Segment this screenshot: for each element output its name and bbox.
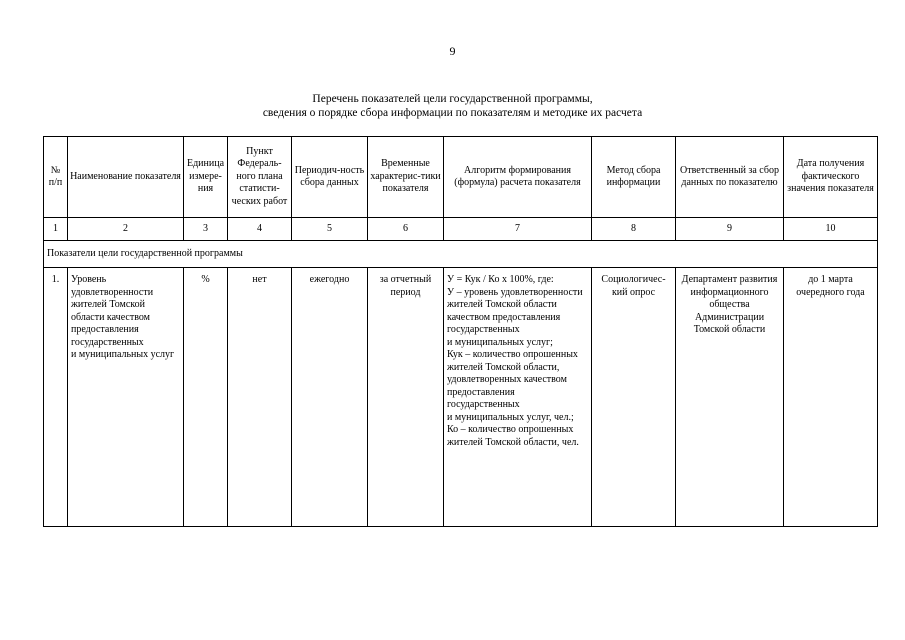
column-number: 2 [68,218,184,241]
row-unit: % [184,268,228,527]
column-number: 10 [784,218,878,241]
column-number: 4 [228,218,292,241]
row-name: Уровень удовлетворенности жителей Томской области качеством предоставления государственных и муниципальных услуг [68,268,184,527]
header-federal-plan: Пункт Федераль-ного плана статисти-ческих работ [228,137,292,218]
row-responsible: Департамент развития информационного общества Администрации Томской области [676,268,784,527]
row-num: 1. [44,268,68,527]
column-number: 6 [368,218,444,241]
page-number: 9 [449,44,456,58]
indicators-table [43,136,878,527]
header-num: № п/п [44,137,68,218]
column-number: 9 [676,218,784,241]
header-responsible: Ответственный за сбор данных по показателю [676,137,784,218]
header-date: Дата получения фактического значения показателя [784,137,878,218]
section-title: Показатели цели государственной программы [44,241,878,268]
header-time-characteristics: Временные характерис-тики показателя [368,137,444,218]
column-number: 5 [292,218,368,241]
header-periodicity: Периодич-ность сбора данных [292,137,368,218]
row-periodicity: ежегодно [292,268,368,527]
title-line-2: сведения о порядке сбора информации по показателям и методике их расчета [262,107,643,119]
column-number: 1 [44,218,68,241]
header-name: Наименование показателя [68,137,184,218]
column-number: 7 [444,218,592,241]
row-date: до 1 марта очередного года [784,268,878,527]
section-row [44,241,878,268]
table-row [44,268,878,527]
document-title [0,92,905,120]
header-row [44,137,878,218]
header-algorithm: Алгоритм формирования (формула) расчета показателя [444,137,592,218]
title-line-1: Перечень показателей цели государственной программы, [312,93,593,105]
row-time-characteristics: за отчетный период [368,268,444,527]
header-unit: Единица измере-ния [184,137,228,218]
header-method: Метод сбора информации [592,137,676,218]
column-number: 8 [592,218,676,241]
row-method: Социологичес-кий опрос [592,268,676,527]
column-numbers-row [44,218,878,241]
row-federal-plan: нет [228,268,292,527]
column-number: 3 [184,218,228,241]
row-algorithm: У = Кук / Ко х 100%, где: У – уровень удовлетворенности жителей Томской области качеством предоставления государственных и муниципальных услуг; Кук – количество опрошенных жителей Томской области, удовлетворенных качеством предоставления государственных и муниципальных услуг, чел.; Ко – количество опрошенных жителей Томской области, чел. [444,268,592,527]
